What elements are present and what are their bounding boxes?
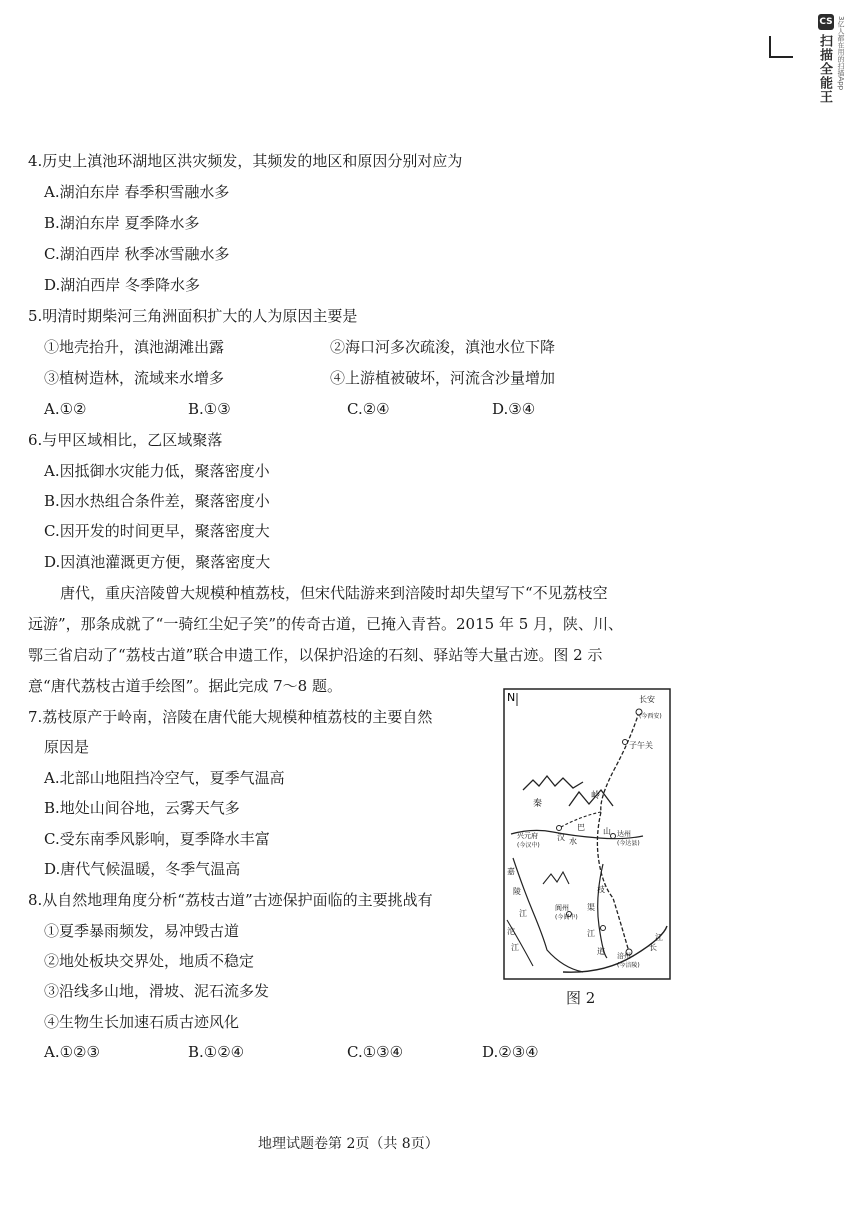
label-jiang3: 江 <box>655 933 663 942</box>
label-changan: 长安 <box>639 695 655 704</box>
label-chang: 长 <box>649 943 657 952</box>
watermark-tagline: 3亿人都在用的扫描App <box>837 16 845 91</box>
label-ba: 巴 <box>577 823 585 832</box>
q8-option-a: A.①②③ <box>44 1043 100 1061</box>
q6-option-d: D.因滇池灌溉更方便，聚落密度大 <box>44 553 271 571</box>
q8-statement-4: ④生物生长加速石质古迹风化 <box>44 1013 240 1031</box>
question-4-stem: 4.历史上滇池环湖地区洪灾频发，其频发的地区和原因分别对应为 <box>28 152 463 170</box>
passage-line-3: 鄂三省启动了“荔枝古道”联合申遗工作，以保护沿途的石刻、驿站等大量古迹。图 2 示 <box>28 646 603 664</box>
passage-line-1: 唐代，重庆涪陵曾大规模种植荔枝，但宋代陆游来到涪陵时却失望写下“不见荔枝空 <box>60 584 608 602</box>
map-svg <box>503 688 671 980</box>
question-7-stem-line-1: 7.荔枝原产于岭南，涪陵在唐代能大规模种植荔枝的主要自然 <box>28 708 433 726</box>
q5-option-c: C.②④ <box>347 400 390 418</box>
station-ziwu <box>623 740 628 745</box>
label-dazhou: 达州 <box>617 830 631 838</box>
label-jiang4: 江 <box>511 943 519 952</box>
label-qu: 渠 <box>587 903 595 912</box>
label-xingyuan: 兴元府 <box>517 832 538 840</box>
q8-option-d: D.②③④ <box>482 1043 539 1061</box>
label-langzhou-note: (今阆中) <box>555 914 578 921</box>
station-dazhou <box>611 834 616 839</box>
label-fuzhou-note: (今涪陵) <box>617 962 640 969</box>
q5-option-d: D.③④ <box>492 400 536 418</box>
label-jia: 嘉 <box>507 867 515 876</box>
label-changan-note: (今西安) <box>639 713 662 720</box>
scan-corner-mark <box>769 36 793 58</box>
north-label: N <box>507 691 516 704</box>
label-jiang: 江 <box>519 909 527 918</box>
label-langzhou: 阆州 <box>555 904 569 912</box>
q8-statement-1: ①夏季暴雨频发，易冲毁古道 <box>44 922 240 940</box>
q5-statement-4: ④上游植被破坏，河流含沙量增加 <box>330 369 556 387</box>
label-shan: 山 <box>603 827 611 836</box>
station-xingyuan <box>557 826 562 831</box>
label-ta: 沱 <box>507 927 515 936</box>
q8-option-c: C.①③④ <box>347 1043 404 1061</box>
label-dao: 道 <box>597 947 605 956</box>
label-qin: 秦 <box>533 799 543 809</box>
camscanner-logo-icon: CS <box>818 14 834 30</box>
q6-option-b: B.因水热组合条件差，聚落密度小 <box>44 492 270 510</box>
q5-statement-3: ③植树造林，流域来水增多 <box>44 369 225 387</box>
q6-option-a: A.因抵御水灾能力低，聚落密度小 <box>44 462 270 480</box>
label-xingyuan-note: (今汉中) <box>517 842 540 849</box>
label-dazhou-note: (今达县) <box>617 840 640 847</box>
q7-option-a: A.北部山地阻挡冷空气，夏季气温高 <box>44 769 285 787</box>
label-ling2: 陵 <box>513 887 521 896</box>
label-jiang2: 江 <box>587 929 595 938</box>
question-7-stem-line-2: 原因是 <box>44 738 90 756</box>
q5-statement-2: ②海口河多次疏浚，滇池水位下降 <box>330 338 556 356</box>
passage-line-4: 意“唐代荔枝古道手绘图”。据此完成 7～8 题。 <box>28 677 342 695</box>
q7-option-b: B.地处山间谷地，云雾天气多 <box>44 799 240 817</box>
watermark-brand: 扫描全能王 <box>817 34 832 104</box>
q4-option-c: C.湖泊西岸 秋季冰雪融水多 <box>44 245 230 263</box>
question-6-stem: 6.与甲区域相比，乙区域聚落 <box>28 431 223 449</box>
label-han: 汉 <box>557 833 565 842</box>
q6-option-c: C.因开发的时间更早，聚落密度大 <box>44 522 270 540</box>
q8-statement-2: ②地处板块交界处，地质不稳定 <box>44 952 255 970</box>
q5-option-b: B.①③ <box>188 400 231 418</box>
passage-line-2: 远游”，那条成就了“一骑红尘妃子笑”的传奇古道，已掩入青苔。2015 年 5 月，陕、川、 <box>28 615 624 633</box>
label-ziwu: 子午关 <box>629 741 653 750</box>
q7-option-c: C.受东南季风影响，夏季降水丰富 <box>44 830 270 848</box>
station-qu <box>601 926 606 931</box>
label-fuzhou: 涪州 <box>617 952 631 960</box>
q7-option-d: D.唐代气候温暖，冬季气温高 <box>44 860 241 878</box>
figure-caption: 图 2 <box>566 989 596 1007</box>
q8-option-b: B.①②④ <box>188 1043 245 1061</box>
q5-option-a: A.①② <box>44 400 87 418</box>
q5-statement-1: ①地壳抬升，滇池湖滩出露 <box>44 338 225 356</box>
camscanner-watermark <box>818 14 850 124</box>
label-shui: 水 <box>569 837 577 846</box>
q4-option-d: D.湖泊西岸 冬季降水多 <box>44 276 201 294</box>
lychee-road-map <box>503 688 671 980</box>
label-ling: 岭 <box>591 791 601 801</box>
q4-option-a: A.湖泊东岸 春季积雪融水多 <box>44 183 230 201</box>
question-8-stem: 8.从自然地理角度分析“荔枝古道”古迹保护面临的主要挑战有 <box>28 891 433 909</box>
page-footer: 地理试题卷第 2页（共 8页） <box>258 1136 439 1152</box>
q8-statement-3: ③沿线多山地，滑坡、泥石流多发 <box>44 982 270 1000</box>
label-zhi: 枝 <box>597 885 605 894</box>
question-5-stem: 5.明清时期柴河三角洲面积扩大的人为原因主要是 <box>28 307 358 325</box>
q4-option-b: B.湖泊东岸 夏季降水多 <box>44 214 200 232</box>
